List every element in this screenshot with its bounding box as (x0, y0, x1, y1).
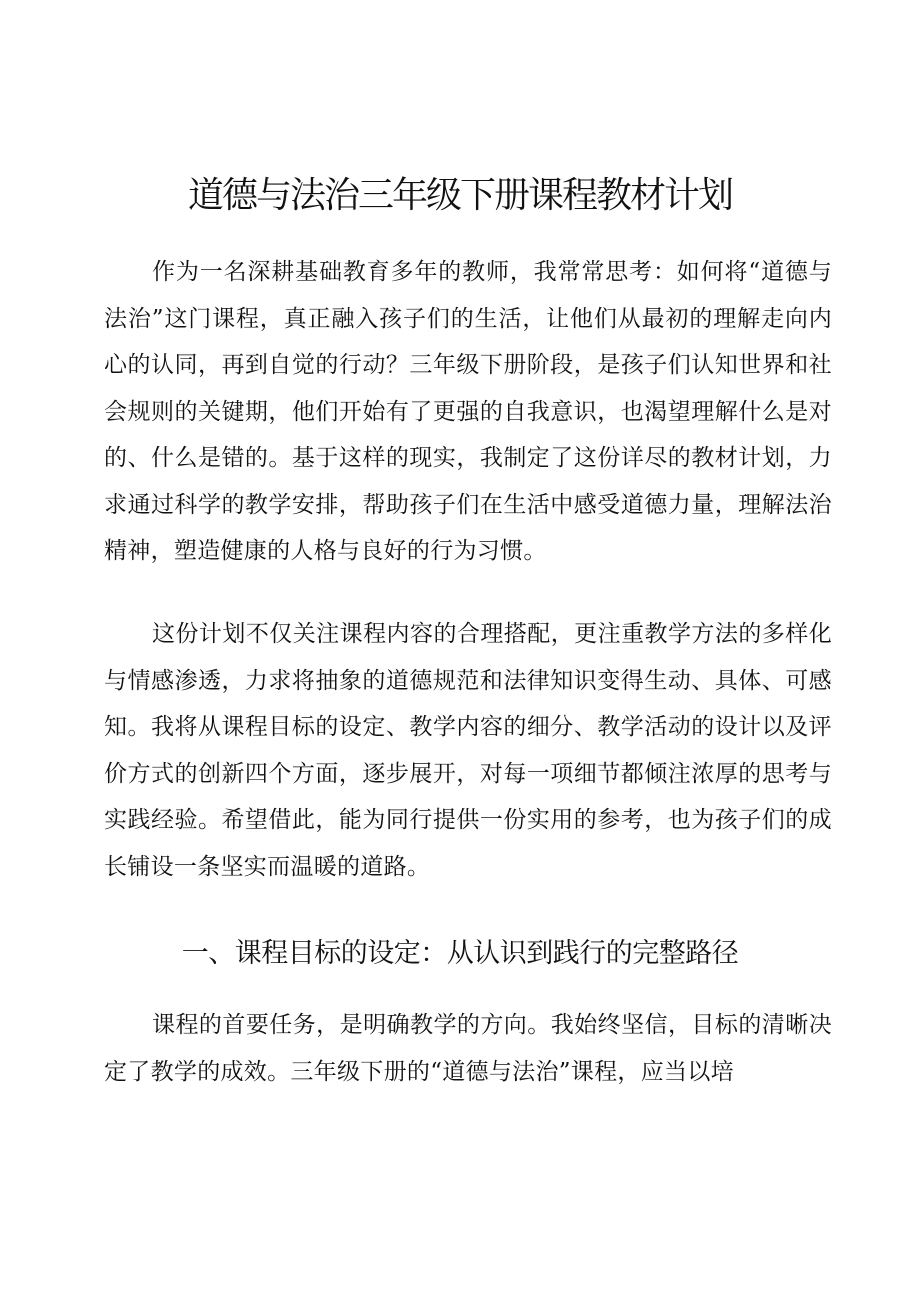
section-heading: 一、课程目标的设定：从认识到践行的完整路径 (181, 938, 739, 969)
intro-paragraph-2: 这份计划不仅关注课程内容的合理搭配，更注重教学方法的多样化与情感渗透，力求将抽象的道德规范和法律知识变得生动、具体、可感知。我将从课程目标的设定、教学内容的细分、教学活动的设计以及评价方式的创新四个方面，逐步展开，对每一项细节都倾注浓厚的思考与实践经验。希望借此，能为同行提供一份实用的参考，也为孩子们的成长铺设一条坚实而温暖的道路。 (104, 621, 832, 880)
document-title: 道德与法治三年级下册课程教材计划 (187, 175, 732, 216)
section-paragraph: 课程的首要任务，是明确教学的方向。我始终坚信，目标的清晰决定了教学的成效。三年级下册的“道德与法治”课程，应当以培 (104, 1012, 832, 1085)
intro-paragraph-1: 作为一名深耕基础教育多年的教师，我常常思考：如何将“道德与法治”这门课程，真正融入孩子们的生活，让他们从最初的理解走向内心的认同，再到自觉的行动？三年级下册阶段，是孩子们认知世界和社会规则的关键期，他们开始有了更强的自我意识，也渴望理解什么是对的、什么是错的。基于这样的现实，我制定了这份详尽的教材计划，力求通过科学的教学安排，帮助孩子们在生活中感受道德力量，理解法治精神，塑造健康的人格与良好的行为习惯。 (104, 259, 832, 564)
